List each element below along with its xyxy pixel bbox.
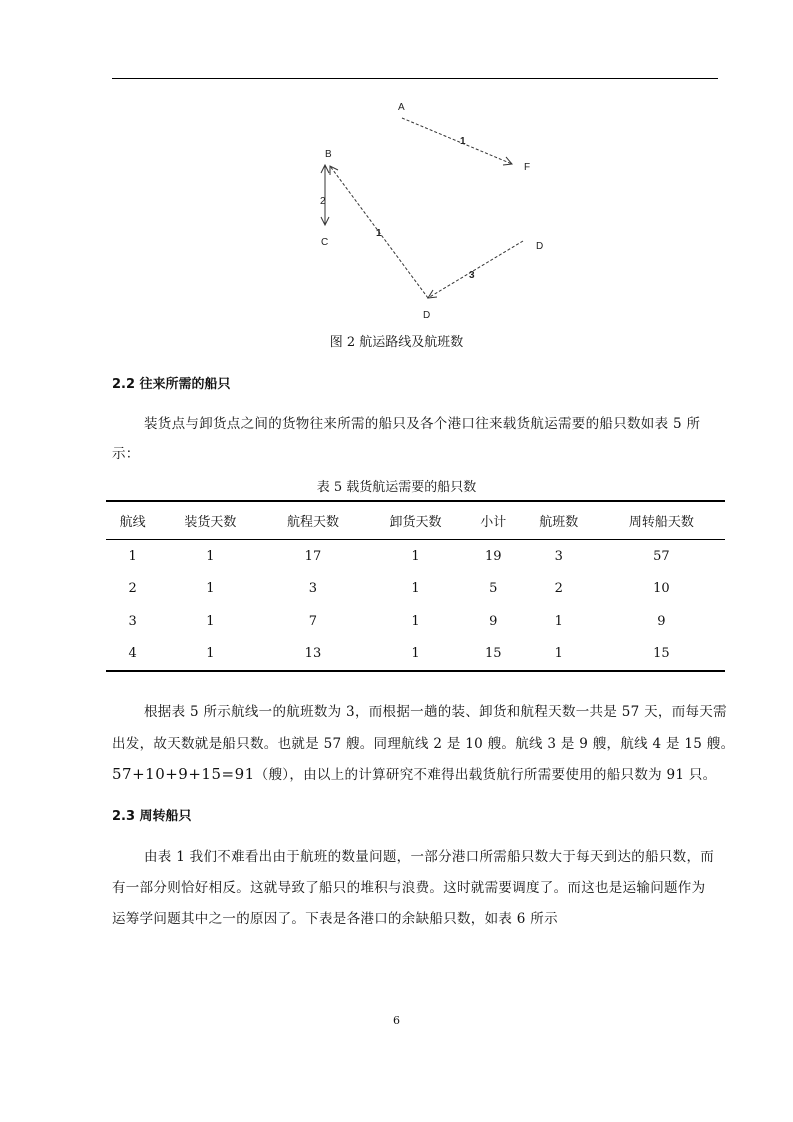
intro-line-2: 示： [112,446,140,462]
table-caption: 表 5 载货航运需要的船只数 [316,480,477,495]
para3-line-1 [112,845,714,865]
table-cell: 3 [554,548,563,564]
ships-table [106,500,725,672]
edge-label-a-f: 1 [460,136,466,147]
route-diagram [300,95,560,325]
table-header-cell: 周转船天数 [628,515,694,530]
table-header-cell: 航班数 [539,515,579,530]
table-cell: 1 [411,581,420,597]
route-diagram-svg [300,95,560,325]
para2-line-1 [112,700,727,720]
table-cell: 1 [206,581,215,597]
section-title-2-3: 2.3 周转船只 [112,809,192,824]
edge-a-f [402,118,512,164]
node-b: B [325,149,332,160]
table-cell: 1 [411,613,420,629]
table-row [106,573,725,606]
table-cell: 13 [304,646,322,662]
table-cell: 1 [206,646,215,662]
table-header-cell: 航程天数 [286,515,339,530]
figure-caption: 图 2 航运路线及航班数 [329,335,464,350]
edge-label-d-d: 3 [469,270,475,281]
intro-line-1-text: 装货点与卸货点之间的货物往来所需的船只及各个港口往来载货航运需要的船只数如表 5 所 [144,416,701,432]
table-row [106,638,725,672]
para2-line-2: 出发，故天数就是船只数。也就是 57 艘。同理航线 2 是 10 艘。航线 3 是 9 艘，航线 4 是 15 艘。 [112,736,735,752]
table-cell: 2 [128,581,137,597]
para2-line-3 [112,763,716,783]
table-cell: 4 [128,646,137,662]
table-cell: 1 [411,646,420,662]
table-cell: 10 [653,581,670,597]
table-cell: 9 [657,613,666,629]
table-cell: 1 [554,613,563,629]
table-cell: 1 [206,613,215,629]
table-cell: 17 [304,548,322,564]
edge-d-d [428,241,523,298]
edge-label-d-b: 1 [376,228,382,239]
arrowhead-d [428,290,437,298]
table-header-cell: 小计 [480,515,507,530]
table-row [106,605,725,638]
node-a: A [398,102,405,113]
table-header-cell: 装货天数 [184,515,237,530]
node-d-bottom: D [423,310,431,321]
table-cell: 2 [554,581,563,597]
table-cell: 7 [308,613,318,629]
para2-line-3-text: （艘），由以上的计算研究不难得出载货航行所需要使用的船只数为 91 只。 [254,767,717,783]
table-cell: 9 [489,613,498,629]
node-c: C [321,237,329,248]
table-cell: 1 [554,646,563,662]
table-cell: 3 [308,581,318,597]
table-cell: 19 [485,548,502,564]
intro-line-1 [112,412,700,432]
para2-line-1-text: 根据表 5 所示航线一的航班数为 3，而根据一趟的装、卸货和航程天数一共是 57 天，而每天需 [144,704,727,720]
table-header-row [106,501,725,540]
table-cell: 15 [485,646,502,662]
para3-line-2: 有一部分则恰好相反。这就导致了船只的堆积与浪费。这时就需要调度了。而这也是运输问题作为 [112,880,706,896]
edge-label-b-c: 2 [320,196,326,207]
node-f: F [524,162,531,173]
table-header-cell: 卸货天数 [389,515,442,530]
node-d-right: D [536,241,544,252]
section-title-2-2: 2.2 往来所需的船只 [112,377,231,392]
table-cell: 3 [128,613,137,629]
table-cell: 1 [411,548,420,564]
table-cell: 57 [653,548,670,564]
ship-sum-formula: 57+10+9+15=91 [112,765,255,783]
table-cell: 1 [128,548,137,564]
table-cell: 1 [206,548,215,564]
table-cell: 5 [489,581,498,597]
table-cell: 15 [653,646,670,662]
para3-line-3: 运筹学问题其中之一的原因了。下表是各港口的余缺船只数，如表 6 所示 [112,911,558,927]
page-number: 6 [393,1014,400,1027]
table-header-cell: 航线 [119,515,146,530]
table-row [106,540,725,573]
header-rule [112,78,718,79]
para3-line-1-text: 由表 1 我们不难看出由于航班的数量问题，一部分港口所需船只数大于每天到达的船只数，而 [144,849,715,865]
